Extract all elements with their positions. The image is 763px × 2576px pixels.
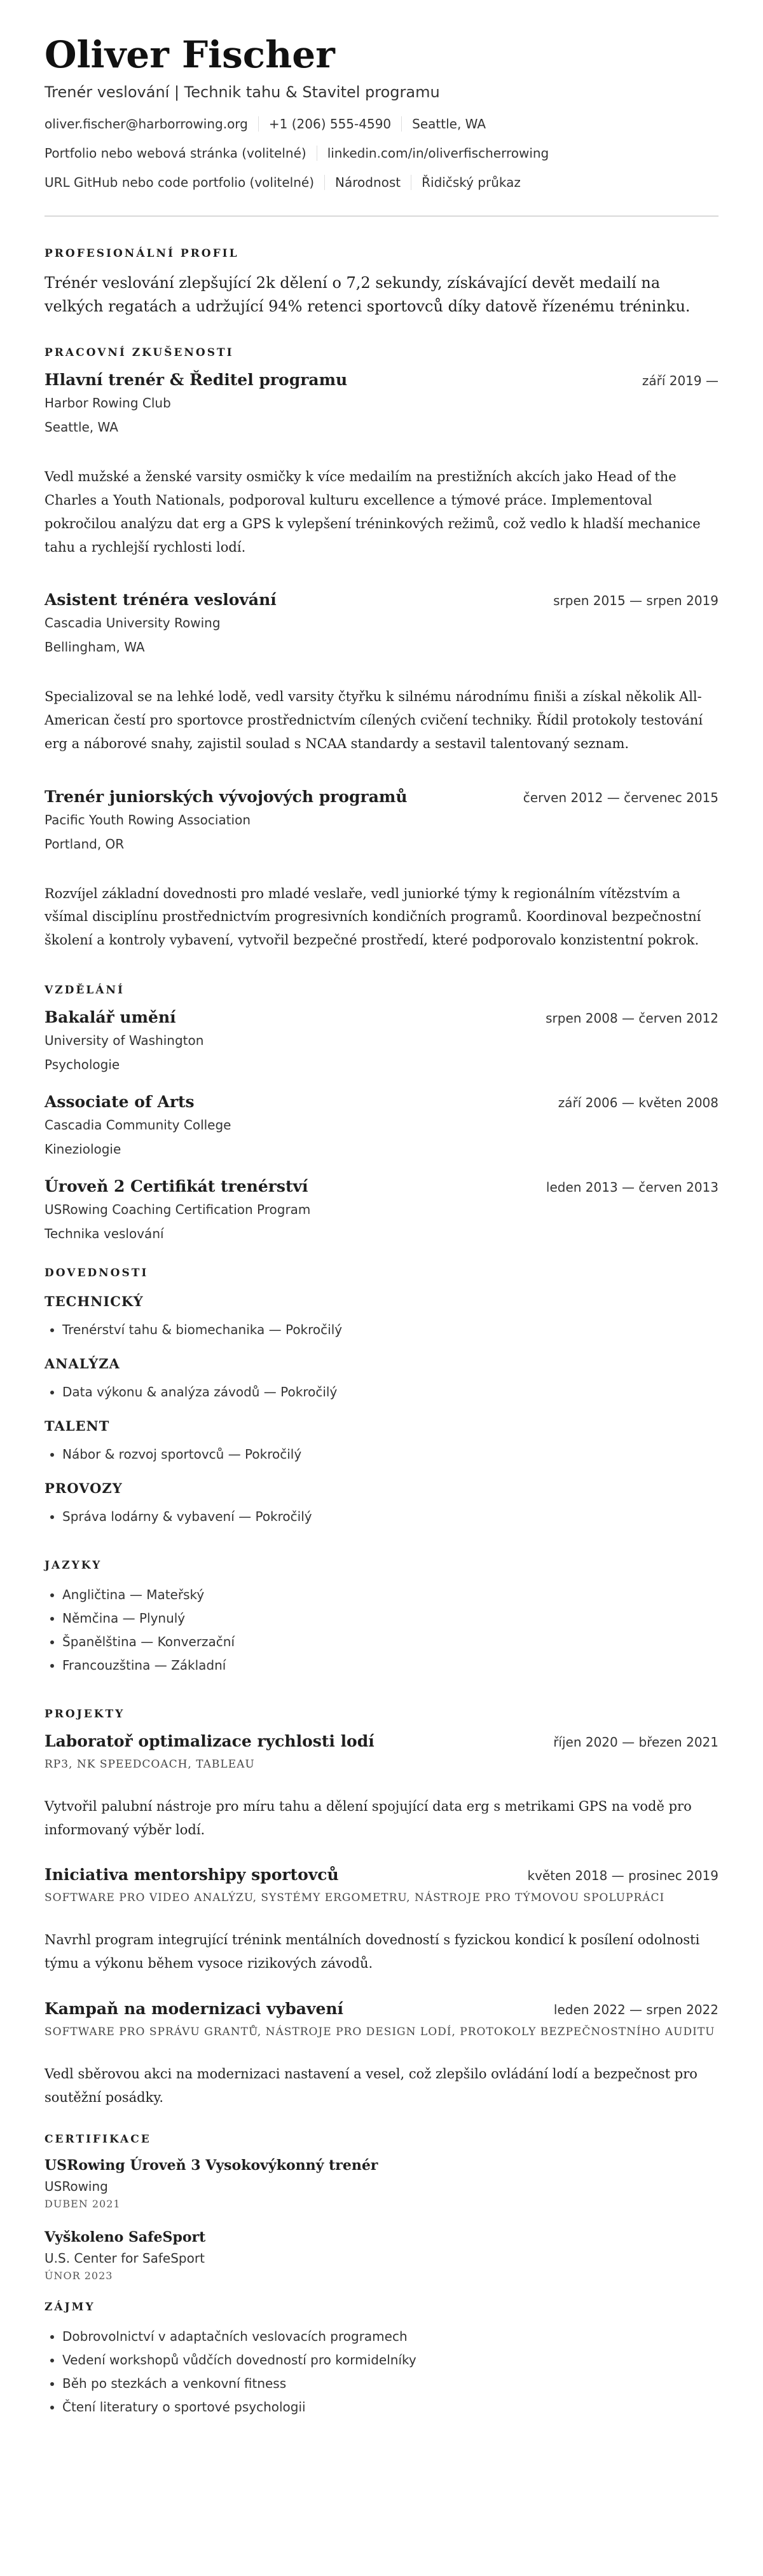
interest-item: • Čtení literatury o sportové psychologii	[62, 2395, 718, 2419]
contact-row-2	[45, 146, 718, 161]
language-item: • Španělština — Konverzační	[62, 1630, 718, 1654]
job-title: Trenér juniorských vývojových programů	[45, 787, 408, 806]
degree-field: Kineziologie	[45, 1141, 121, 1157]
job-location: Portland, OR	[45, 836, 125, 852]
job-date: červen 2012 — červenec 2015	[523, 789, 718, 805]
degree-title: Bakalář umění	[45, 1007, 176, 1026]
project-tech: SOFTWARE PRO VIDEO ANALÝZU, SYSTÉMY ERGOMETRU, NÁSTROJE PRO TÝMOVOU SPOLUPRÁCI	[45, 1891, 665, 1905]
skill-list	[45, 1318, 718, 1342]
certification-item	[45, 2157, 718, 2210]
candidate-subtitle: Trenér veslování | Technik tahu & Stavitel programu	[45, 83, 440, 101]
contact-email[interactable]: oliver.fischer@harborrowing.org	[45, 116, 259, 132]
section-title-experience: PRACOVNÍ ZKUŠENOSTI	[45, 346, 234, 360]
experience-item	[45, 787, 718, 952]
degree-date: leden 2013 — červen 2013	[546, 1179, 718, 1195]
job-org: Cascadia University Rowing	[45, 615, 221, 631]
degree-field: Technika veslování	[45, 1225, 164, 1241]
contact-linkedin[interactable]: linkedin.com/in/oliverfischerrowing	[327, 145, 549, 161]
section-title-projects: PROJEKTY	[45, 1707, 125, 1721]
skill-category: ANALÝZA	[45, 1355, 120, 1372]
project-date: leden 2022 — srpen 2022	[553, 2001, 718, 2017]
skill-item: • Nábor & rozvoj sportovců — Pokročilý	[62, 1443, 718, 1466]
school-name: USRowing Coaching Certification Program	[45, 1201, 311, 1217]
header-divider	[45, 215, 718, 217]
skill-category: TALENT	[45, 1417, 110, 1434]
contact-nationality: Národnost	[335, 175, 411, 190]
project-title: Laboratoř optimalizace rychlosti lodí	[45, 1731, 375, 1750]
section-title-profile: PROFESIONÁLNÍ PROFIL	[45, 247, 239, 260]
contact-location: Seattle, WA	[412, 116, 486, 132]
contact-github[interactable]: URL GitHub nebo code portfolio (volitelné)	[45, 175, 325, 190]
section-title-languages: JAZYKY	[45, 1558, 102, 1572]
interest-list	[45, 2325, 718, 2419]
project-description: Vedl sběrovou akci na modernizaci nastavení a vesel, což zlepšilo ovládání lodí a bezpečnost pro soutěžní posádky.	[45, 2066, 698, 2105]
job-location: Seattle, WA	[45, 419, 118, 435]
school-name: Cascadia Community College	[45, 1117, 231, 1133]
project-item	[45, 1732, 718, 1842]
cert-title: USRowing Úroveň 3 Vysokovýkonný trenér	[45, 2157, 378, 2174]
project-date: květen 2018 — prosinec 2019	[527, 1868, 718, 1884]
contact-license: Řidičský průkaz	[422, 174, 521, 190]
contact-portfolio[interactable]: Portfolio nebo webová stránka (volitelné)	[45, 146, 317, 161]
degree-date: září 2006 — květen 2008	[558, 1094, 718, 1110]
skill-item: • Data výkonu & analýza závodů — Pokročilý	[62, 1380, 718, 1404]
project-tech: RP3, NK SPEEDCOACH, TABLEAU	[45, 1757, 255, 1771]
job-location: Bellingham, WA	[45, 639, 145, 655]
education-item	[45, 1093, 718, 1157]
project-item	[45, 1865, 718, 1975]
cert-issuer: USRowing	[45, 2179, 108, 2195]
contact-row-1	[45, 116, 718, 132]
skill-list	[45, 1380, 718, 1404]
contact-row-3	[45, 175, 718, 190]
cert-issuer: U.S. Center for SafeSport	[45, 2251, 205, 2266]
cert-title: Vyškoleno SafeSport	[45, 2229, 206, 2246]
skill-item: • Trenérství tahu & biomechanika — Pokročilý	[62, 1318, 718, 1342]
education-item	[45, 1008, 718, 1072]
job-description: Rozvíjel základní dovednosti pro mladé veslaře, vedl juniorké týmy k regionálním vítězstvím a všímal disciplínu prostřednictvím progresivních kondičních programů. Koordinoval bezpečnostní školení a kontroly vybavení, vytvořil bezpečné prostředí, které podporovalo konzistentní pokrok.	[45, 885, 701, 948]
job-title: Asistent trénéra veslování	[45, 590, 277, 610]
school-name: University of Washington	[45, 1032, 204, 1048]
skill-item: • Správa lodárny & vybavení — Pokročilý	[62, 1505, 718, 1529]
job-org: Pacific Youth Rowing Association	[45, 812, 251, 828]
job-org: Harbor Rowing Club	[45, 395, 171, 411]
interest-item: • Dobrovolnictví v adaptačních veslovacích programech	[62, 2325, 718, 2348]
language-item: • Němčina — Plynulý	[62, 1607, 718, 1630]
interest-item: • Běh po stezkách a venkovní fitness	[62, 2372, 718, 2395]
language-list	[45, 1583, 718, 1677]
skill-category: TECHNICKÝ	[45, 1293, 144, 1309]
profile-text: Trénér veslování zlepšující 2k dělení o 7,2 sekundy, získávající devět medailí na velkých regatách a udržující 94% retenci sportovců díky datově řízenému tréninku.	[45, 273, 691, 316]
section-title-education: VZDĚLÁNÍ	[45, 983, 125, 997]
cert-date: DUBEN 2021	[45, 2198, 121, 2211]
degree-title: Associate of Arts	[45, 1092, 195, 1111]
certification-item	[45, 2229, 718, 2282]
job-date: srpen 2015 — srpen 2019	[553, 593, 718, 609]
project-title: Kampaň na modernizaci vybavení	[45, 1999, 344, 2018]
language-item: • Angličtina — Mateřský	[62, 1583, 718, 1607]
contact-phone[interactable]: +1 (206) 555-4590	[269, 116, 402, 132]
candidate-name: Oliver Fischer	[45, 33, 335, 76]
interest-item: • Vedení workshopů vůdčích dovedností pro kormidelníky	[62, 2348, 718, 2372]
cert-date: ÚNOR 2023	[45, 2270, 113, 2282]
job-title: Hlavní trenér & Ředitel programu	[45, 371, 348, 390]
degree-title: Úroveň 2 Certifikát trenérství	[45, 1176, 308, 1196]
degree-field: Psychologie	[45, 1056, 120, 1072]
education-item	[45, 1177, 718, 1241]
project-item	[45, 2000, 718, 2109]
job-description: Specializoval se na lehké lodě, vedl varsity čtyřku k silnému národnímu finiši a získal několik All-American čestí pro sportovce prostřednictvím cílených cvičení techniky. Řídil protokoly testování erg a náborové snahy, zajistil soulad s NCAA standardy a sestavil talentovaný seznam.	[45, 689, 703, 751]
section-title-certifications: CERTIFIKACE	[45, 2133, 151, 2146]
project-description: Vytvořil palubní nástroje pro míru tahu a dělení spojující data erg s metrikami GPS na vodě pro informovaný výběr lodí.	[45, 1798, 692, 1837]
job-description: Vedl mužské a ženské varsity osmičky k více medailím na prestižních akcích jako Head of the Charles a Youth Nationals, podporoval kulturu excellence a týmové práce. Implementoval pokročilou analýzu dat erg a GPS k vylepšení tréninkových režimů, což vedlo k hladší mechanice tahu a rychlejší rychlosti lodí.	[45, 469, 701, 555]
skill-list	[45, 1505, 718, 1529]
job-date: září 2019 —	[642, 373, 718, 389]
skill-list	[45, 1443, 718, 1466]
section-title-interests: ZÁJMY	[45, 2301, 95, 2314]
experience-item	[45, 371, 718, 559]
project-description: Navrhl program integrující trénink mentálních dovedností s fyzickou kondicí k posílení odolnosti týmu a výkonu během vysoce rizikových závodů.	[45, 1932, 700, 1972]
project-title: Iniciativa mentorshipy sportovců	[45, 1865, 339, 1884]
project-tech: SOFTWARE PRO SPRÁVU GRANTŮ, NÁSTROJE PRO DESIGN LODÍ, PROTOKOLY BEZPEČNOSTNÍHO AUDITU	[45, 2025, 715, 2038]
section-title-skills: DOVEDNOSTI	[45, 1266, 149, 1279]
skill-category: PROVOZY	[45, 1480, 123, 1496]
experience-item	[45, 590, 718, 755]
language-item: • Francouzština — Základní	[62, 1654, 718, 1677]
degree-date: srpen 2008 — červen 2012	[546, 1010, 718, 1026]
project-date: říjen 2020 — březen 2021	[553, 1734, 718, 1750]
